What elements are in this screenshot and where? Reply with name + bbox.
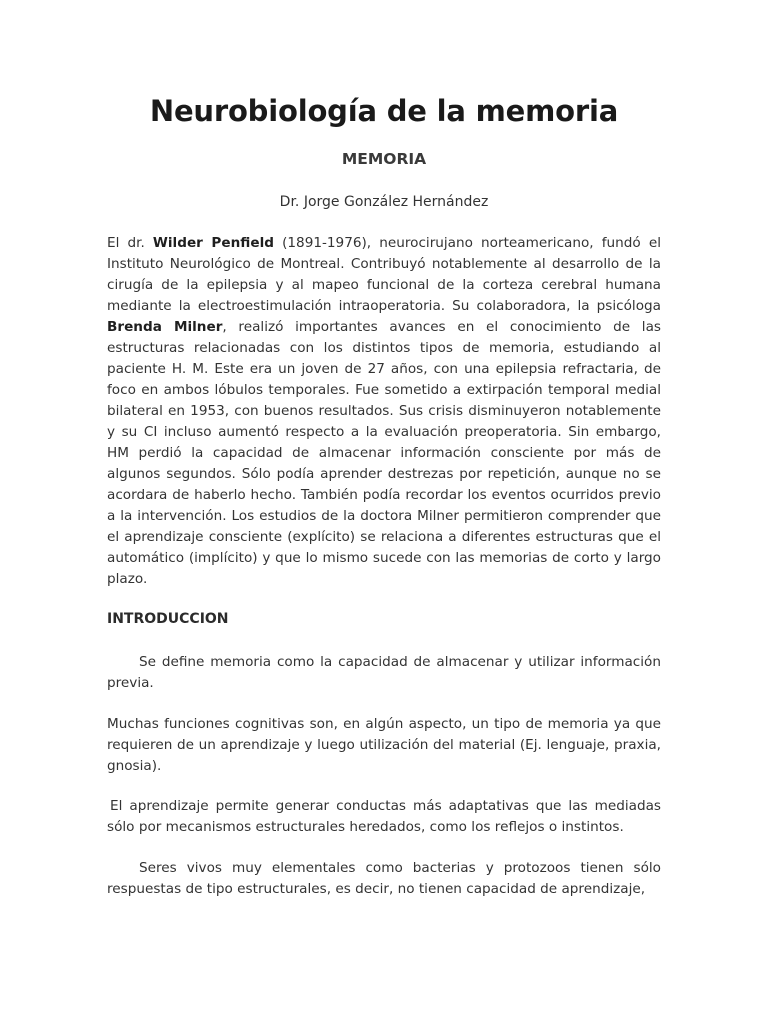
person-name-penfield: Wilder Penfield <box>152 235 274 251</box>
paragraph-living-beings: Seres vivos muy elementales como bacterias y protozoos tienen sólo respuestas de tipo estructurales, es decir, no tienen capacidad de aprendizaje, <box>107 860 661 897</box>
intro-text-1: El dr. <box>107 235 153 251</box>
paragraph-learning: El aprendizaje permite generar conductas más adaptativas que las mediadas sólo por mecanismos estructurales heredados, como los reflejos o instintos. <box>107 798 661 835</box>
paragraph-definition: Se define memoria como la capacidad de almacenar y utilizar información previa. <box>107 654 661 691</box>
document-subtitle: MEMORIA <box>341 150 427 168</box>
section-heading: INTRODUCCION <box>107 611 229 627</box>
document-author: Dr. Jorge González Hernández <box>279 194 489 210</box>
document-title: Neurobiología de la memoria <box>149 94 619 128</box>
intro-text-2: (1891-1976), neurocirujano norteamericano, fundó el Instituto Neurológico de Montreal. Contribuyó notablemente al desarrollo de la cirugía de la epilepsia y al mapeo funcional de la corteza cerebral humana mediante la electroestimulación intraoperatoria. Su colaboradora, la psicóloga <box>107 235 661 314</box>
intro-text-3: , realizó importantes avances en el conocimiento de las estructuras relacionadas con los distintos tipos de memoria, estudiando al paciente H. M. Este era un joven de 27 años, con una epilepsia refractaria, de foco en ambos lóbulos temporales. Fue sometido a extirpación temporal medial bilateral en 1953, con buenos resultados. Sus crisis disminuyeron notablemente y su CI incluso aumentó respecto a la evaluación preoperatoria. Sin embargo, HM perdió la capacidad de almacenar información consciente por más de algunos segundos. Sólo podía aprender destrezas por repetición, aunque no se acordara de haberlo hecho. También podía recordar los eventos ocurridos previo a la intervención. Los estudios de la doctora Milner permitieron comprender que el aprendizaje consciente (explícito) se relaciona a diferentes estructuras que el automático (implícito) y que lo mismo sucede con las memorias de corto y largo plazo. <box>107 319 661 587</box>
paragraph-cognitive-functions: Muchas funciones cognitivas son, en algún aspecto, un tipo de memoria ya que requieren de un aprendizaje y luego utilización del material (Ej. lenguaje, praxia, gnosia). <box>107 716 661 774</box>
intro-paragraph <box>107 233 661 590</box>
person-name-milner: Brenda Milner <box>107 319 223 335</box>
